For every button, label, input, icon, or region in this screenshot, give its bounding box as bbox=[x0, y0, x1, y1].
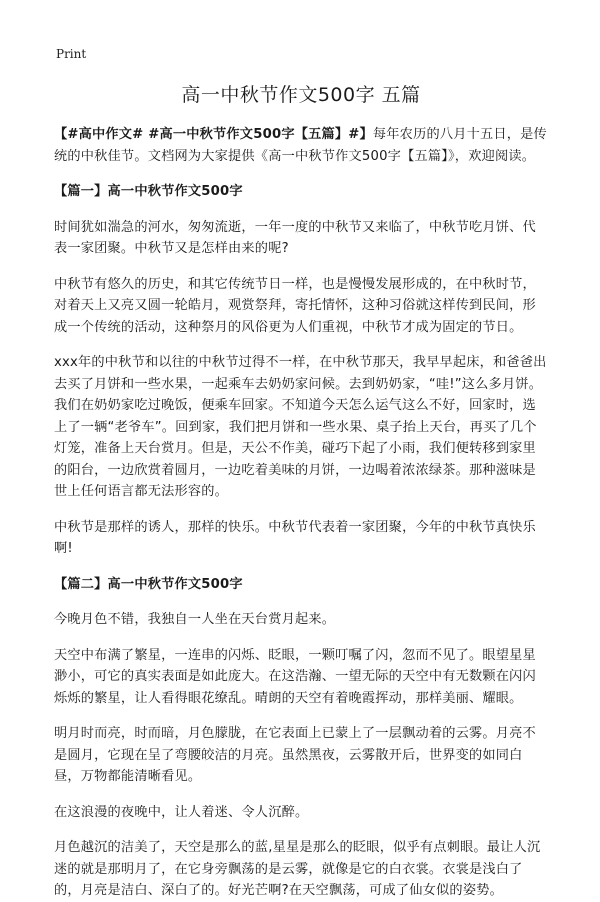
paragraph: 天空中布满了繁星，一连串的闪烁、眨眼，一颗叮嘱了闪，忽而不见了。眼望星星渺小，可它的真实表面是如此庞大。在这浩瀚、一望无际的天空中有无数颗在闪闪烁烁的繁星，让人看得眼花缭乱。晴朗的天空有着晚霞挥动，那样美丽、耀眼。 bbox=[54, 647, 536, 706]
paragraph: 中秋节是那样的诱人，那样的快乐。中秋节代表着一家团聚，今年的中秋节真快乐啊! bbox=[54, 519, 536, 556]
intro-tags: 【#高中作文# #高一中秋节作文500字【五篇】#】 bbox=[54, 127, 373, 142]
paragraph: 在这浪漫的夜晚中，让人着迷、令人沉醉。 bbox=[54, 804, 309, 820]
section-heading-2: 【篇二】高一中秋节作文500字 bbox=[54, 576, 243, 592]
paragraph: xxx年的中秋节和以往的中秋节过得不一样，在中秋节那天，我早早起床，和爸爸出去买了月饼和一些水果，一起乘车去奶奶家问候。去到奶奶家，“哇!”这么多月饼。我们在奶奶家吃过晚饭，便乘车回家。不知道今天怎么运气这么不好，回家时，选上了一辆“老爷车”。回到家，我们把月饼和一些水果、桌子抬上天台，再买了几个灯笼，准备上天台赏月。但是，天公不作美，碰巧下起了小雨，我们便转移到家里的阳台，一边欣赏着圆月，一边吃着美味的月饼，一边喝着浓浓绿茶。那种滋味是世上任何语言都无法形容的。 bbox=[54, 355, 547, 499]
paragraph: 时间犹如湍急的河水，匆匆流逝，一年一度的中秋节又来临了，中秋节吃月饼、代表一家团聚。中秋节又是怎样由来的呢? bbox=[54, 219, 536, 256]
section-heading-1: 【篇一】高一中秋节作文500字 bbox=[54, 184, 243, 199]
paragraph: 中秋节有悠久的历史，和其它传统节日一样，也是慢慢发展形成的，在中秋时节，对着天上又亮又圆一轮皓月，观赏祭拜，寄托情怀，这种习俗就这样传到民间，形成一个传统的活动，这种祭月的风俗更为人们重视，中秋节才成为固定的节日。 bbox=[54, 276, 536, 335]
paragraph: 明月时而亮，时而暗，月色朦胧，在它表面上已蒙上了一层飘动着的云雾。月亮不是圆月，它现在呈了弯腰皎洁的月亮。虽然黑夜，云雾散开后，世界变的如同白昼，万物都能清晰看见。 bbox=[54, 726, 536, 784]
paragraph: 今晚月色不错，我独自一人坐在天台赏月起来。 bbox=[54, 612, 336, 627]
print-link[interactable]: Print bbox=[56, 47, 87, 61]
paragraph: 月色越沉的洁美了，天空是那么的蓝,星星是那么的眨眼，似乎有点刺眼。最让人沉迷的就是那明月了，在它身旁飘荡的是云雾，就像是它的白衣裳。衣裳是浅白了的，月亮是洁白、深白了的。好光芒啊?在天空飘荡，可成了仙女似的姿势。 bbox=[54, 840, 541, 898]
page-title: 高一中秋节作文500字 五篇 bbox=[181, 84, 421, 106]
article-body bbox=[54, 124, 548, 902]
intro-paragraph bbox=[54, 124, 548, 167]
intro-text: 每年农历的八月十五日，是传统的中秋佳节。文档网为大家提供《高一中秋节作文500字【五篇】》，欢迎阅读。 bbox=[54, 127, 547, 164]
